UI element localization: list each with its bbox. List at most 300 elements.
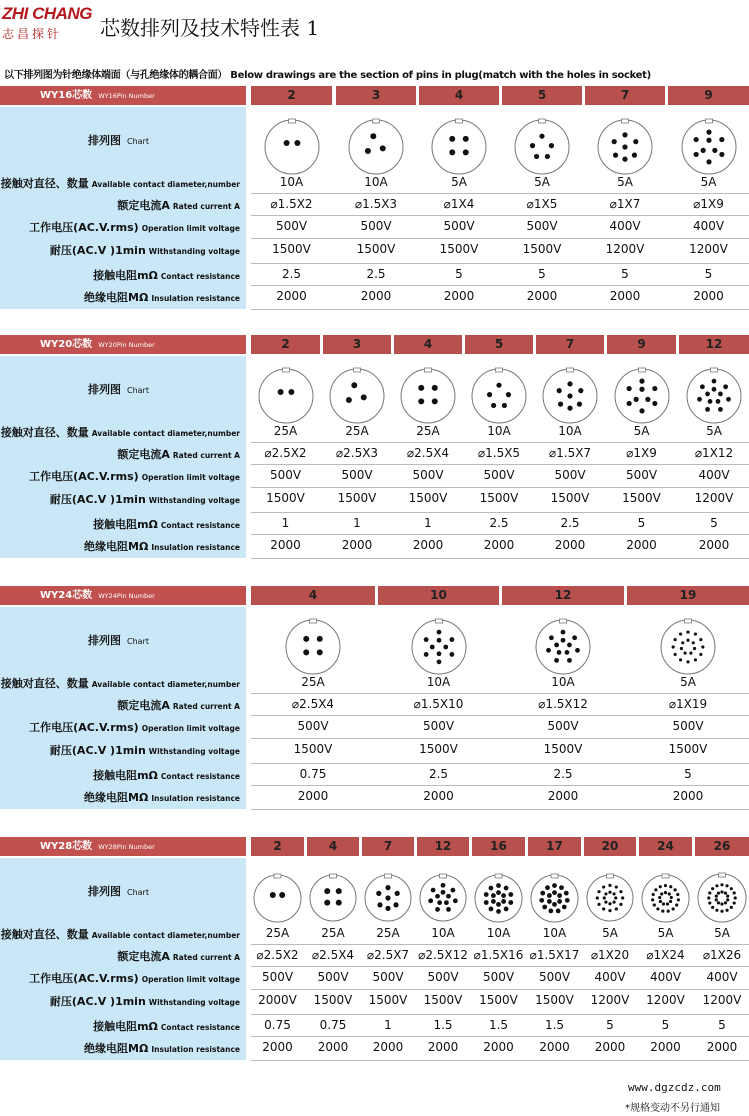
spec-value-voltage: 400V xyxy=(698,468,730,482)
row-label-en: Insulation resistance xyxy=(151,543,240,552)
pin-dot xyxy=(436,638,441,643)
connector-key xyxy=(440,874,447,878)
connector-key xyxy=(330,874,337,878)
pin-layout-diagram xyxy=(685,367,743,425)
connector-key xyxy=(705,119,712,123)
spec-value-voltage: 500V xyxy=(672,719,704,733)
row-label-cn: 额定电流A xyxy=(117,448,170,461)
spec-section-3 xyxy=(0,586,749,812)
spec-value-withstand: 1500V xyxy=(293,742,333,756)
pin-dot xyxy=(653,903,656,906)
pin-dot xyxy=(496,883,501,888)
pin-dot xyxy=(681,641,684,644)
spec-value-contact: 2.5 xyxy=(560,516,580,530)
pin-dot xyxy=(689,651,692,654)
pin-layout-diagram xyxy=(257,367,315,425)
pin-dot xyxy=(614,896,617,899)
spec-value-voltage: 500V xyxy=(317,970,349,984)
spec-value-withstand: 1500V xyxy=(535,993,574,1007)
spec-value-contact: 5 xyxy=(684,767,692,781)
pin-dot xyxy=(725,909,728,912)
spec-value-diameter: ⌀1.5X17 xyxy=(529,948,580,962)
row-label-en: Operation limit voltage xyxy=(141,473,240,482)
pin-dot xyxy=(423,652,428,657)
row-label-cn: 接触电阻mΩ xyxy=(93,1020,158,1033)
pin-dot xyxy=(432,385,438,391)
pin-dot xyxy=(294,140,300,146)
pin-dot xyxy=(547,893,552,898)
pin-dot xyxy=(554,643,559,648)
chart-label xyxy=(0,632,246,648)
pin-dot xyxy=(279,891,285,897)
row-divider xyxy=(251,763,749,764)
row-label-voltage xyxy=(0,970,246,986)
pin-dot xyxy=(428,898,433,903)
spec-value-contact: 1.5 xyxy=(544,1018,565,1032)
pin-dot xyxy=(540,890,545,895)
pin-dot xyxy=(664,891,667,894)
pin-dot xyxy=(446,907,451,912)
pin-count-header: 26 xyxy=(695,837,749,856)
pin-dot xyxy=(603,896,606,899)
pin-dot xyxy=(385,906,390,911)
pin-layout-diagram xyxy=(541,367,599,425)
spec-value-contact: 2.5 xyxy=(428,767,449,781)
connector-outline xyxy=(420,875,466,921)
pin-dot xyxy=(660,892,663,895)
pin-dot xyxy=(277,389,283,395)
row-label-cn: 工作电压(AC.V.rms) xyxy=(29,721,139,734)
pin-dot xyxy=(496,901,501,906)
row-label-diameter xyxy=(0,175,246,191)
spec-value-current: 25A xyxy=(321,926,345,940)
row-label-withstand xyxy=(0,993,246,1009)
pin-dot xyxy=(700,384,705,389)
connector-key xyxy=(288,119,295,123)
spec-value-current: 10A xyxy=(558,424,582,438)
spec-value-current: 5A xyxy=(617,175,633,189)
row-divider xyxy=(251,215,749,216)
pin-count-header: 7 xyxy=(536,335,604,354)
spec-value-contact: 2.5 xyxy=(553,767,573,781)
pin-dot xyxy=(733,891,736,894)
pin-count-header: 5 xyxy=(465,335,533,354)
pin-dot xyxy=(708,891,711,894)
row-label-cn: 接触电阻mΩ xyxy=(93,769,158,782)
row-label-cn: 工作电压(AC.V.rms) xyxy=(29,470,139,483)
spec-value-withstand: 1500V xyxy=(356,242,396,256)
row-label-en: Withstanding voltage xyxy=(148,747,240,756)
spec-value-voltage: 500V xyxy=(547,719,579,733)
row-label-en: Withstanding voltage xyxy=(148,496,240,505)
row-label-en: Contact resistance xyxy=(160,1023,240,1032)
pin-dot xyxy=(622,144,627,149)
pin-dot xyxy=(449,149,455,155)
pin-count-header: 7 xyxy=(362,837,414,856)
row-divider xyxy=(251,193,749,194)
row-divider xyxy=(251,1036,749,1037)
pin-dot xyxy=(602,907,605,910)
row-divider xyxy=(251,238,749,239)
pin-dot xyxy=(552,901,557,906)
pin-dot xyxy=(633,397,638,402)
pin-dot xyxy=(724,901,727,904)
section-title-cn: WY20芯数 xyxy=(40,339,93,350)
spec-value-diameter: ⌀1.5X7 xyxy=(548,446,592,460)
chart-label-en: Chart xyxy=(127,386,149,395)
spec-value-diameter: ⌀1.5X3 xyxy=(354,197,398,211)
spec-value-voltage: 500V xyxy=(275,219,308,233)
pin-dot xyxy=(496,890,501,895)
pin-dot xyxy=(577,402,582,407)
connector-key xyxy=(719,873,726,877)
section-title-en: WY24Pin Number xyxy=(98,592,155,600)
pin-dot xyxy=(671,907,674,910)
row-label-cn: 绝缘电阻MΩ xyxy=(84,540,149,553)
spec-value-voltage: 500V xyxy=(427,970,459,984)
pin-dot xyxy=(549,143,554,148)
pin-dot xyxy=(435,907,440,912)
pin-dot xyxy=(429,645,434,650)
pin-dot xyxy=(506,392,511,397)
row-label-insulation xyxy=(0,538,246,554)
row-label-withstand xyxy=(0,242,246,258)
connector-outline xyxy=(587,875,633,921)
brand-logo xyxy=(2,4,92,50)
pin-dot xyxy=(565,650,570,655)
row-label-cn: 接触电阻mΩ xyxy=(93,518,158,531)
connector-outline xyxy=(349,120,403,174)
pin-layout-diagram xyxy=(696,872,748,924)
row-label-cn: 额定电流A xyxy=(117,199,170,212)
spec-value-voltage: 500V xyxy=(372,970,404,984)
pin-dot xyxy=(361,394,367,400)
pin-layout-diagram xyxy=(613,367,671,425)
pin-dot xyxy=(664,883,667,886)
spec-value-withstand: 1500V xyxy=(408,491,448,505)
pin-dot xyxy=(578,388,583,393)
row-divider xyxy=(251,809,749,810)
pin-dot xyxy=(675,903,678,906)
spec-value-current: 10A xyxy=(542,926,567,940)
pin-layout-diagram xyxy=(284,618,342,676)
connector-outline xyxy=(265,120,319,174)
pin-dot xyxy=(324,888,330,894)
pin-dot xyxy=(504,885,509,890)
pin-dot xyxy=(545,885,550,890)
spec-value-voltage: 400V xyxy=(692,219,725,233)
spec-value-withstand: 1200V xyxy=(702,993,742,1007)
footer-url[interactable]: www.dgzcdz.com xyxy=(628,1081,721,1094)
pin-dot xyxy=(549,635,554,640)
pin-dot xyxy=(502,403,507,408)
pin-layout-diagram xyxy=(470,367,528,425)
pin-dot xyxy=(596,896,599,899)
row-divider xyxy=(251,442,749,443)
pin-layout-diagram xyxy=(659,618,717,676)
footer-note: *规格变动不另行通知 xyxy=(625,1103,720,1114)
pin-dot xyxy=(548,908,553,913)
row-label-cn: 接触对直径、数量 xyxy=(0,426,89,439)
pin-dot xyxy=(715,898,718,901)
pin-count-header: 12 xyxy=(502,586,624,605)
spec-value-diameter: ⌀2.5X12 xyxy=(418,948,468,962)
chart-label-en: Chart xyxy=(127,137,149,146)
pin-dot xyxy=(639,408,644,413)
pin-layout-diagram xyxy=(640,873,691,924)
connector-key xyxy=(567,368,574,372)
pin-dot xyxy=(435,894,440,899)
spec-value-contact: 5 xyxy=(538,267,546,281)
section-title-cn: WY16芯数 xyxy=(40,90,93,101)
spec-value-current: 10A xyxy=(279,175,304,189)
pin-dot xyxy=(604,900,607,903)
connector-key xyxy=(622,119,629,123)
connector-outline xyxy=(259,369,313,423)
pin-dot xyxy=(619,903,622,906)
spec-value-withstand: 1500V xyxy=(479,993,518,1007)
pin-dot xyxy=(626,386,631,391)
row-label-en: Rated current A xyxy=(172,702,240,711)
row-label-en: Insulation resistance xyxy=(151,294,240,303)
pin-dot xyxy=(441,883,446,888)
row-divider xyxy=(251,989,749,990)
pin-dot xyxy=(716,399,721,404)
pin-dot xyxy=(720,883,723,886)
pin-dot xyxy=(667,909,670,912)
connector-key xyxy=(354,368,361,372)
spec-value-diameter: ⌀1X12 xyxy=(694,446,734,460)
spec-value-insulation: 2000 xyxy=(372,1040,404,1054)
connector-outline xyxy=(472,369,526,423)
pin-dot xyxy=(699,653,702,656)
pin-dot xyxy=(666,902,669,905)
pin-dot xyxy=(720,910,723,913)
pin-dot xyxy=(453,898,458,903)
spec-value-contact: 5 xyxy=(704,267,713,281)
pin-dot xyxy=(336,888,342,894)
pin-dot xyxy=(679,658,682,661)
pin-dot xyxy=(554,658,559,663)
pin-dot xyxy=(446,894,451,899)
spec-value-insulation: 2000 xyxy=(427,1040,459,1054)
pin-layout-diagram xyxy=(529,873,580,924)
spec-value-current: 5A xyxy=(602,926,618,940)
row-label-voltage xyxy=(0,219,246,235)
spec-value-withstand: 1200V xyxy=(689,242,728,256)
spec-value-current: 25A xyxy=(345,424,369,438)
pin-count-header: 10 xyxy=(378,586,499,605)
spec-value-diameter: ⌀2.5X4 xyxy=(311,948,355,962)
connector-key xyxy=(425,368,432,372)
spec-value-contact: 5 xyxy=(606,1018,614,1032)
connector-outline xyxy=(642,875,689,922)
pin-dot xyxy=(436,630,441,635)
pin-dot xyxy=(633,139,638,144)
pin-dot xyxy=(484,892,489,897)
spec-value-contact: 0.75 xyxy=(319,1018,347,1032)
row-label-en: Contact resistance xyxy=(160,272,240,281)
spec-value-current: 5A xyxy=(706,424,722,438)
pin-dot xyxy=(686,660,689,663)
spec-value-insulation: 2000 xyxy=(526,289,558,303)
connector-outline xyxy=(515,120,569,174)
spec-value-withstand: 1500V xyxy=(368,993,408,1007)
row-label-en: Rated current A xyxy=(172,202,240,211)
spec-value-withstand: 1500V xyxy=(479,491,519,505)
chart-label xyxy=(0,883,246,899)
row-label-cn: 耐压(AC.V )1min xyxy=(49,744,146,757)
spec-value-diameter: ⌀1X26 xyxy=(702,948,742,962)
spec-value-insulation: 2000 xyxy=(317,1040,349,1054)
pin-layout-diagram xyxy=(585,873,635,923)
pin-dot xyxy=(652,892,655,895)
spec-value-diameter: ⌀1X20 xyxy=(590,948,630,962)
spec-value-diameter: ⌀1.5X2 xyxy=(270,197,313,211)
spec-value-diameter: ⌀1X9 xyxy=(693,197,724,211)
pin-dot xyxy=(567,658,572,663)
section-title-en: WY28Pin Number xyxy=(98,843,155,851)
pin-dot xyxy=(380,145,386,151)
pin-dot xyxy=(556,908,561,913)
spec-value-voltage: 500V xyxy=(554,468,586,482)
pin-dot xyxy=(639,379,644,384)
spec-value-contact: 2.5 xyxy=(366,267,386,281)
chart-label-en: Chart xyxy=(127,637,149,646)
pin-dot xyxy=(680,647,683,650)
pin-dot xyxy=(561,630,566,635)
logo-text: ZHI CHANG xyxy=(2,4,92,23)
pin-dot xyxy=(706,138,711,143)
pin-dot xyxy=(534,154,539,159)
pin-dot xyxy=(501,893,506,898)
spec-value-current: 5A xyxy=(714,926,730,940)
spec-value-current: 25A xyxy=(265,926,290,940)
pin-dot xyxy=(489,906,494,911)
pin-count-header: 16 xyxy=(472,837,525,856)
connector-outline xyxy=(698,874,746,922)
row-divider xyxy=(251,263,749,264)
spec-value-current: 5A xyxy=(451,175,467,189)
pin-dot xyxy=(615,907,618,910)
pin-dot xyxy=(658,895,661,898)
spec-value-insulation: 2000 xyxy=(626,538,657,552)
pin-count-header: 17 xyxy=(528,837,581,856)
pin-dot xyxy=(726,397,731,402)
pin-dot xyxy=(376,891,381,896)
spec-value-diameter: ⌀1.5X10 xyxy=(413,697,464,711)
spec-value-voltage: 500V xyxy=(483,468,515,482)
pin-dot xyxy=(700,148,705,153)
spec-value-current: 25A xyxy=(376,926,400,940)
pin-dot xyxy=(679,633,682,636)
pin-dot xyxy=(418,385,424,391)
spec-value-voltage: 400V xyxy=(706,970,738,984)
pin-layout-diagram xyxy=(308,873,358,923)
pin-dot xyxy=(575,648,580,653)
pin-dot xyxy=(626,401,631,406)
pin-dot xyxy=(730,887,733,890)
row-label-cn: 接触对直径、数量 xyxy=(0,928,89,941)
pin-dot xyxy=(726,895,729,898)
pin-dot xyxy=(604,892,607,895)
spec-value-voltage: 500V xyxy=(482,970,515,984)
row-label-withstand xyxy=(0,491,246,507)
row-divider xyxy=(251,715,749,716)
pin-count-header: 4 xyxy=(307,837,359,856)
pin-dot xyxy=(669,885,672,888)
pin-dot xyxy=(661,909,664,912)
spec-value-insulation: 2000 xyxy=(547,789,579,803)
pin-count-header: 12 xyxy=(417,837,469,856)
pin-dot xyxy=(441,890,446,895)
connector-key xyxy=(711,368,718,372)
spec-value-withstand: 1500V xyxy=(423,993,463,1007)
row-label-cn: 接触电阻mΩ xyxy=(93,269,158,282)
row-label-en: Contact resistance xyxy=(160,772,240,781)
spec-value-insulation: 2000 xyxy=(672,789,704,803)
spec-value-withstand: 1200V xyxy=(646,993,685,1007)
row-label-diameter xyxy=(0,424,246,440)
pin-layout-diagram xyxy=(363,873,413,923)
spec-value-insulation: 2000 xyxy=(341,538,373,552)
row-label-diameter xyxy=(0,675,246,691)
pin-dot xyxy=(621,896,624,899)
connector-key xyxy=(638,368,645,372)
pin-dot xyxy=(718,407,723,412)
pin-dot xyxy=(674,888,677,891)
pin-dot xyxy=(444,900,449,905)
row-label-en: Available contact diameter,number xyxy=(91,180,240,189)
pin-dot xyxy=(491,893,496,898)
spec-value-current: 10A xyxy=(364,175,388,189)
pin-count-header: 4 xyxy=(251,586,375,605)
pin-dot xyxy=(317,636,323,642)
pin-dot xyxy=(613,153,618,158)
pin-dot xyxy=(395,891,400,896)
pin-dot xyxy=(659,899,662,902)
connector-outline xyxy=(531,875,578,922)
pin-count-header: 2 xyxy=(251,335,320,354)
pin-dot xyxy=(701,645,704,648)
chart-label xyxy=(0,381,246,397)
pin-dot xyxy=(672,645,675,648)
row-label-cn: 接触对直径、数量 xyxy=(0,177,89,190)
spec-value-contact: 1 xyxy=(353,516,361,530)
pin-dot xyxy=(654,888,657,891)
spec-value-diameter: ⌀1X24 xyxy=(646,948,685,962)
pin-layout-diagram xyxy=(534,618,592,676)
row-divider xyxy=(251,464,749,465)
pin-dot xyxy=(303,636,309,642)
section-title-en: WY20Pin Number xyxy=(98,341,155,349)
pin-dot xyxy=(449,136,455,142)
row-divider xyxy=(251,558,749,559)
spec-value-withstand: 2000V xyxy=(258,993,297,1007)
pin-dot xyxy=(706,130,711,135)
pin-dot xyxy=(508,892,513,897)
pin-dot xyxy=(393,902,398,907)
spec-value-voltage: 400V xyxy=(649,970,682,984)
spec-value-insulation: 2000 xyxy=(297,789,329,803)
row-label-cn: 耐压(AC.V )1min xyxy=(49,995,146,1008)
spec-value-withstand: 1500V xyxy=(337,491,377,505)
connector-outline xyxy=(432,120,486,174)
connector-outline xyxy=(682,120,736,174)
spec-value-current: 10A xyxy=(426,675,451,689)
spec-value-diameter: ⌀2.5X4 xyxy=(406,446,450,460)
pin-count-header: 12 xyxy=(679,335,749,354)
